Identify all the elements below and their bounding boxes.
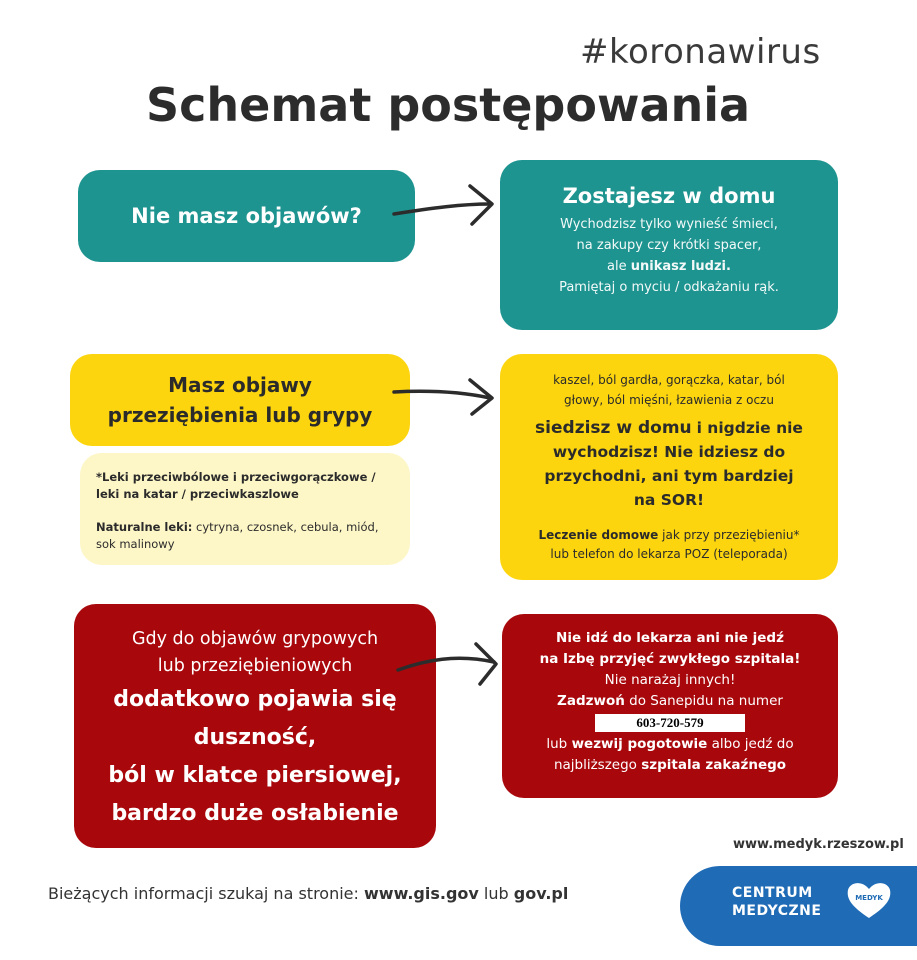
symptoms-list: kaszel, ból gardła, gorączka, katar, ból głowy, ból mięśni, łzawienia z oczu [553, 373, 785, 407]
page-title: Schemat postępowania [146, 78, 751, 132]
stay-home-box [500, 160, 838, 330]
stay-home-sick-box [500, 354, 838, 580]
call-or: lub [546, 736, 568, 752]
logo-line: CENTRUM [732, 885, 813, 901]
gis-link[interactable]: www.gis.gov [364, 884, 479, 903]
arrow-right-icon [396, 640, 506, 690]
no-symptoms-question: Nie masz objawów? [131, 204, 362, 228]
stay-home-line: wychodzisz! Nie idziesz do [552, 443, 786, 461]
arrow-right-icon [392, 370, 502, 420]
severe-symptom: dodatkowo pojawia się [113, 687, 397, 712]
home-treatment-bold: Leczenie domowe [538, 528, 659, 542]
hospital-bold: szpitala zakaźnego [641, 757, 787, 773]
natural-label: Naturalne leki: [96, 520, 193, 534]
call-line: Nie narażaj innych! [604, 672, 736, 688]
stay-home-bold: siedzisz w domu [535, 418, 692, 438]
stay-home-rest: i nigdzie nie [696, 419, 803, 437]
logo-line: MEDYCZNE [732, 903, 822, 919]
stay-home-line: Pamiętaj o myciu / odkażaniu rąk. [559, 280, 779, 295]
home-treatment-rest: jak przy przeziębieniu* [662, 528, 800, 542]
severe-symptoms-box [74, 604, 436, 848]
medyk-logo [680, 866, 917, 946]
cold-flu-box [70, 354, 410, 446]
footer-or: lub [483, 884, 509, 903]
medicines-text: *Leki przeciwbólowe i przeciwgorączkowe / leki na katar / przeciwkaszlowe [96, 470, 376, 501]
severe-symptom: ból w klatce piersiowej, [108, 763, 402, 788]
stay-home-heading: Zostajesz w domu [562, 184, 776, 208]
gov-link[interactable]: gov.pl [513, 884, 569, 903]
severe-symptom: bardzo duże osłabienie [111, 801, 399, 826]
avoid-people-text: unikasz ludzi. [630, 259, 731, 274]
call-sanepid-box [502, 614, 838, 798]
ambulance-bold: wezwij pogotowie [571, 736, 708, 752]
ambulance-rest: albo jedź do [711, 736, 794, 752]
website-link[interactable]: www.medyk.rzeszow.pl [733, 837, 904, 852]
cold-flu-question-line: przeziębienia lub grypy [107, 403, 373, 427]
heart-text: MEDYK [855, 894, 883, 902]
stay-home-line: na zakupy czy krótki spacer, [576, 238, 762, 253]
heart-icon [846, 880, 892, 920]
medicines-box [80, 453, 410, 565]
home-treatment-line: lub telefon do lekarza POZ (teleporada) [550, 547, 788, 561]
call-line: Nie idź do lekarza ani nie jedź [556, 630, 784, 646]
cold-flu-question-line: Masz objawy [168, 373, 312, 397]
phone-number[interactable]: 603-720-579 [595, 714, 745, 732]
footer-text [48, 884, 568, 903]
footer-prefix: Bieżących informacji szukaj na stronie: [48, 884, 359, 903]
call-bold: Zadzwoń [557, 693, 625, 709]
severe-symptom: duszność, [193, 725, 317, 750]
no-symptoms-box [78, 170, 415, 262]
nearest-text: najbliższego [553, 757, 637, 773]
severe-question-line: Gdy do objawów grypowych [131, 629, 379, 649]
call-rest: do Sanepidu na numer [629, 693, 783, 709]
stay-home-line: przychodni, ani tym bardziej [544, 467, 794, 485]
stay-home-line: Wychodzisz tylko wynieść śmieci, [560, 217, 778, 232]
severe-question-line: lub przeziębieniowych [157, 656, 353, 676]
stay-home-line: ale [607, 259, 627, 274]
call-line: na Izbę przyjęć zwykłego szpitala! [539, 651, 801, 667]
natural-list: cytryna, czosnek, cebula, miód, sok malinowy [96, 520, 379, 551]
stay-home-line: na SOR! [633, 491, 705, 509]
hashtag: #koronawirus [580, 32, 821, 72]
arrow-right-icon [392, 180, 502, 230]
